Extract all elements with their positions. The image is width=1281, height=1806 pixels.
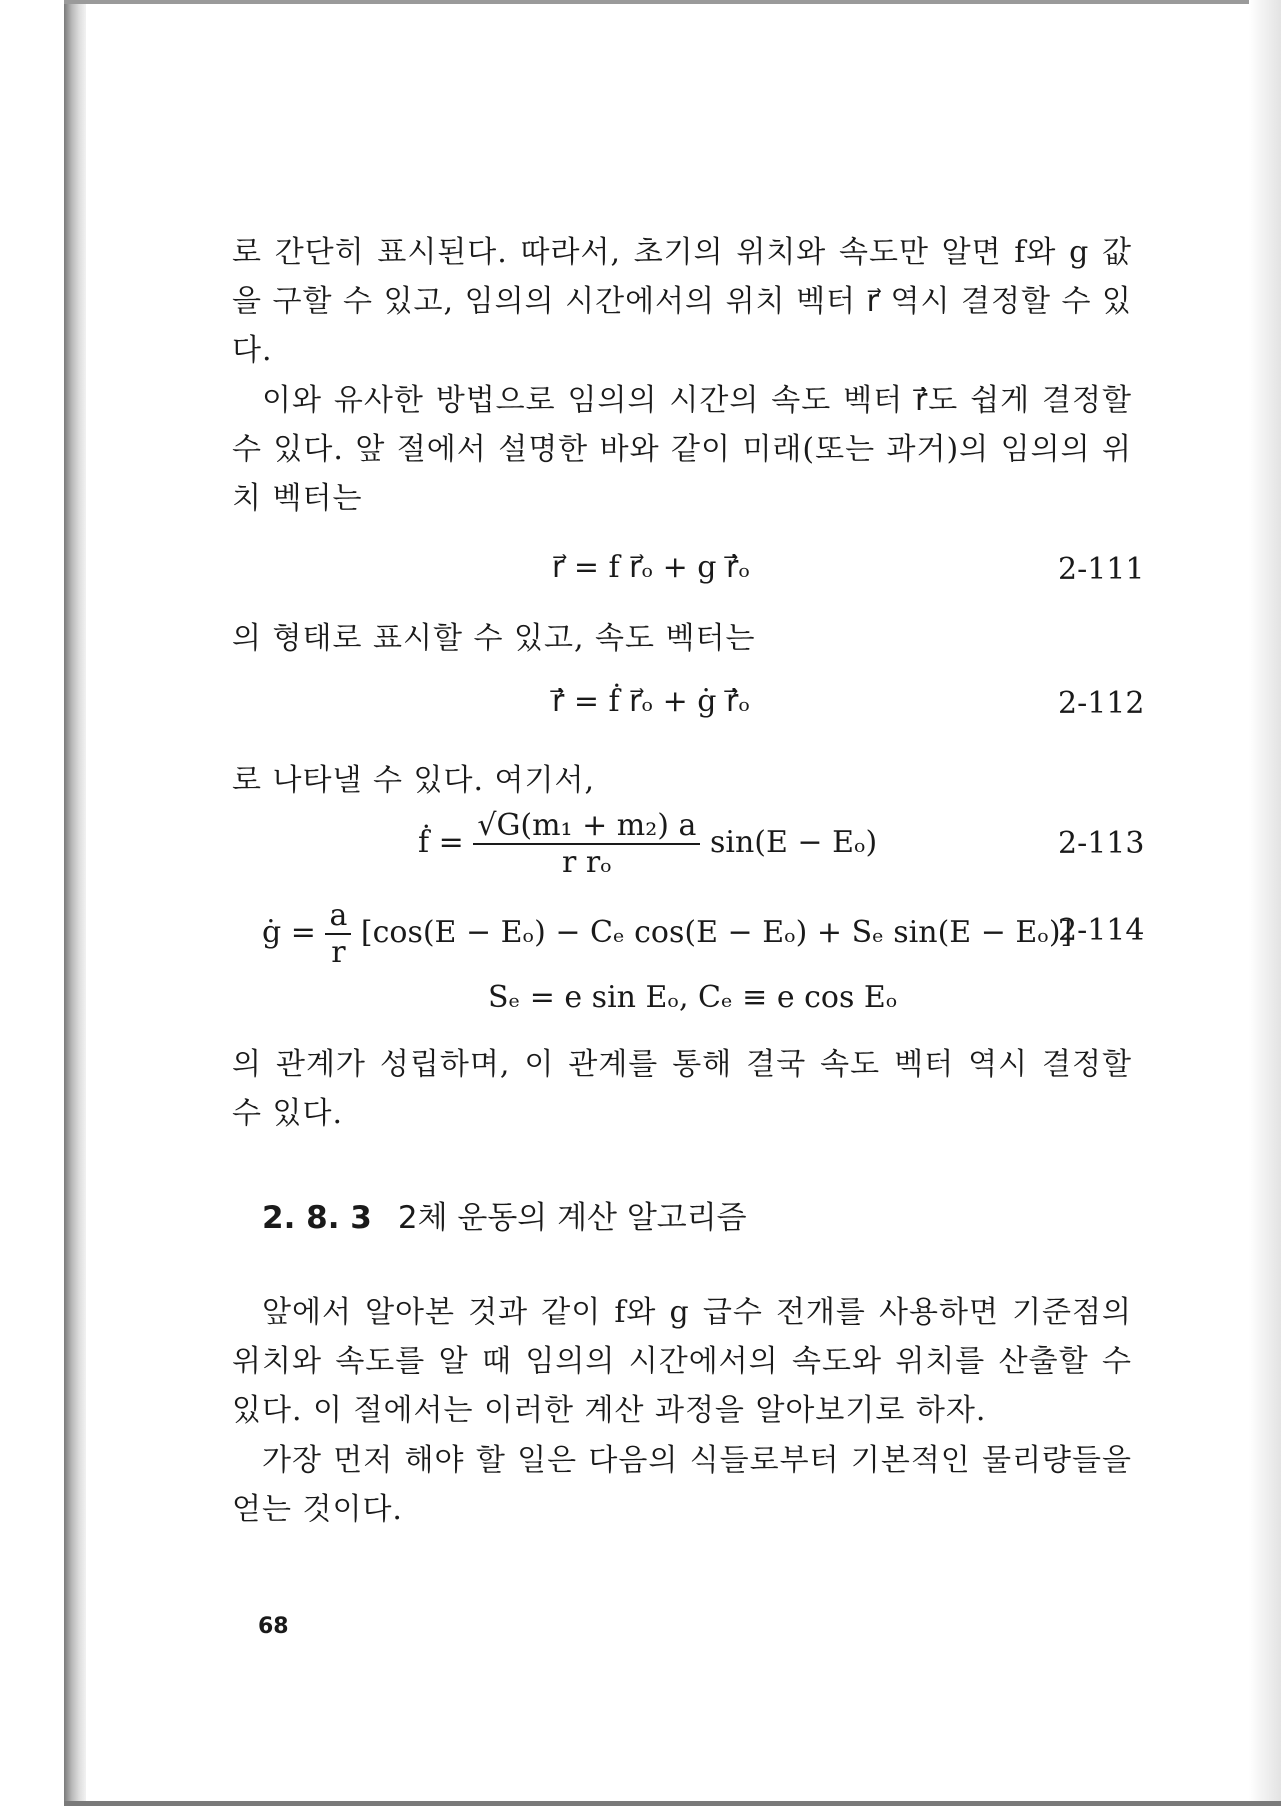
equation-2-114-rhs: [cos(E − Eₒ) − Cₑ cos(E − Eₒ) + Sₑ sin(E − Eₒ)] [360,915,1073,950]
page-edge-bottom [64,1801,1281,1806]
equation-se-ce: Sₑ = e sin Eₒ, Cₑ ≡ e cos Eₒ [488,980,898,1015]
page-edge-right [1249,0,1281,1806]
equation-2-113-lhs: ḟ = [418,825,464,860]
page-edge-top [64,0,1281,4]
equation-2-114-numerator: a [325,898,351,935]
paragraph-4: 로 나타낼 수 있다. 여기서, [232,763,596,798]
paragraph-2: 이와 유사한 방법으로 임의의 시간의 속도 벡터 ṙ⃗도 쉽게 결정할 수 있다. 앞 절에서 설명한 바와 같이 미래(또는 과거)의 임의의 위치 벡터는 [232,383,1132,516]
equation-number-2-112: 2-112 [1058,686,1145,721]
paragraph-6: 앞에서 알아본 것과 같이 f와 g 급수 전개를 사용하면 기준점의 위치와 속도를 알 때 임의의 시간에서의 속도와 위치를 산출할 수 있다. 이 절에서는 이러한 계산 과정을 알아보기로 하자. [232,1295,1132,1428]
equation-2-114 [262,898,1072,970]
equation-2-111: r⃗ = f r⃗ₒ + g ṙ⃗ₒ [552,550,750,585]
paragraph-1: 로 간단히 표시된다. 따라서, 초기의 위치와 속도만 알면 f와 g 값을 구할 수 있고, 임의의 시간에서의 위치 벡터 r⃗ 역시 결정할 수 있다. [232,235,1132,368]
page-edge-left [64,0,86,1806]
section-title: 2체 운동의 계산 알고리즘 [397,1200,747,1236]
paragraph-3: 의 형태로 표시할 수 있고, 속도 벡터는 [232,621,756,656]
equation-number-2-113: 2-113 [1058,826,1145,861]
equation-2-113-numerator: √G(m₁ + m₂) a [473,808,700,845]
equation-2-113-fraction [473,808,700,880]
equation-2-113-denominator: r rₒ [561,845,612,880]
equation-2-112: ṙ⃗ = ḟ r⃗ₒ + ġ ṙ⃗ₒ [552,684,750,719]
page-number: 68 [258,1614,289,1639]
equation-number-2-114: 2-114 [1058,913,1145,948]
equation-2-114-denominator: r [331,935,346,970]
paragraph-7: 가장 먼저 해야 할 일은 다음의 식들로부터 기본적인 물리량들을 얻는 것이다. [232,1443,1132,1527]
equation-2-114-fraction [325,898,351,970]
equation-2-114-lhs: ġ = [262,915,316,950]
section-heading [262,1192,747,1237]
section-number: 2. 8. 3 [262,1200,372,1236]
equation-number-2-111: 2-111 [1058,552,1145,587]
equation-2-113 [418,808,877,880]
equation-2-113-rhs: sin(E − Eₒ) [709,825,878,860]
paragraph-5: 의 관계가 성립하며, 이 관계를 통해 결국 속도 벡터 역시 결정할 수 있다. [232,1047,1132,1131]
